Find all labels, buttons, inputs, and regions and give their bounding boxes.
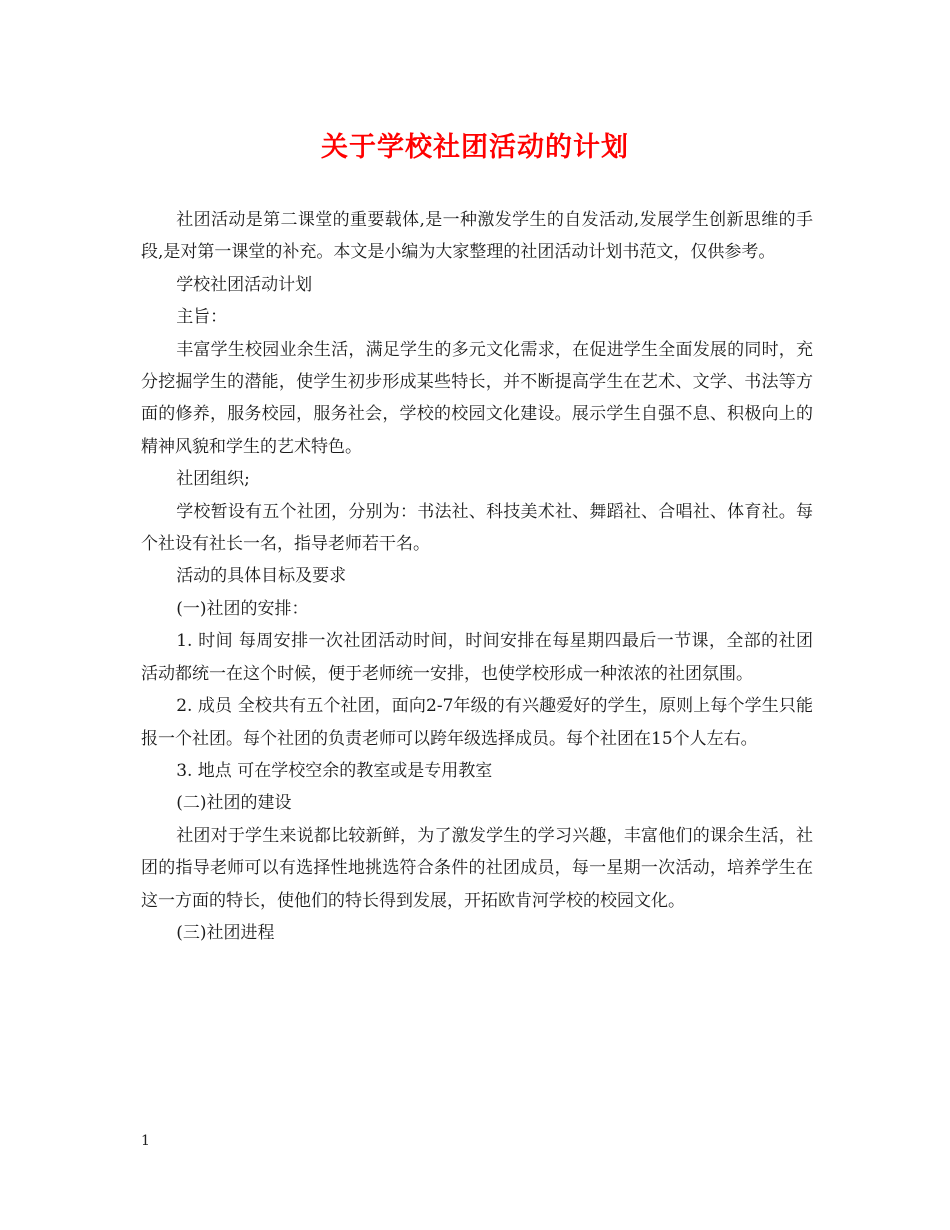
paragraph-item-members: 2. 成员 全校共有五个社团，面向2-7年级的有兴趣爱好的学生，原则上每个学生只能报一个社团。每个社团的负责老师可以跨年级选择成员。每个社团在15个人左右。: [141, 696, 813, 749]
paragraph-item-time: 1. 时间 每周安排一次社团活动时间，时间安排在每星期四最后一节课，全部的社团活动都统一在这个时候，便于老师统一安排，也使学校形成一种浓浓的社团氛围。: [141, 631, 813, 684]
paragraph-organization-label: 社团组织;: [176, 469, 250, 490]
document-title: 关于学校社团活动的计划: [321, 132, 629, 163]
paragraph-section-2: (二)社团的建设: [176, 793, 292, 814]
paragraph-construction: 社团对于学生来说都比较新鲜，为了激发学生的学习兴趣，丰富他们的课余生活，社团的指导老师可以有选择性地挑选符合条件的社团成员，每一星期一次活动，培养学生在这一方面的特长，使他们的特长得到发展，开拓欧肯河学校的校园文化。: [141, 825, 813, 911]
paragraph-organization: 学校暂设有五个社团，分别为：书法社、科技美术社、舞蹈社、合唱社、体育社。每个社设有社长一名，指导老师若干名。: [141, 501, 813, 555]
paragraph-plan-heading: 学校社团活动计划: [176, 274, 313, 295]
paragraph-purpose-label: 主旨：: [176, 307, 228, 328]
paragraph-section-3: (三)社团进程: [176, 922, 275, 943]
paragraph-section-1: (一)社团的安排：: [176, 598, 309, 619]
paragraph-goals-heading: 活动的具体目标及要求: [176, 566, 347, 587]
paragraph-purpose: 丰富学生校园业余生活，满足学生的多元文化需求，在促进学生全面发展的同时，充分挖掘学生的潜能，使学生初步形成某些特长，并不断提高学生在艺术、文学、书法等方面的修养，服务校园，服务社会，学校的校园文化建设。展示学生自强不息、积极向上的精神风貌和学生的艺术特色。: [141, 339, 813, 457]
document-body: [141, 204, 813, 949]
paragraph-item-location: 3. 地点 可在学校空余的教室或是专用教室: [176, 760, 493, 781]
paragraph-intro: 社团活动是第二课堂的重要载体,是一种激发学生的自发活动,发展学生创新思维的手段,是对第一课堂的补充。本文是小编为大家整理的社团活动计划书范文，仅供参考。: [141, 210, 813, 263]
page-number: 1: [141, 1133, 150, 1149]
